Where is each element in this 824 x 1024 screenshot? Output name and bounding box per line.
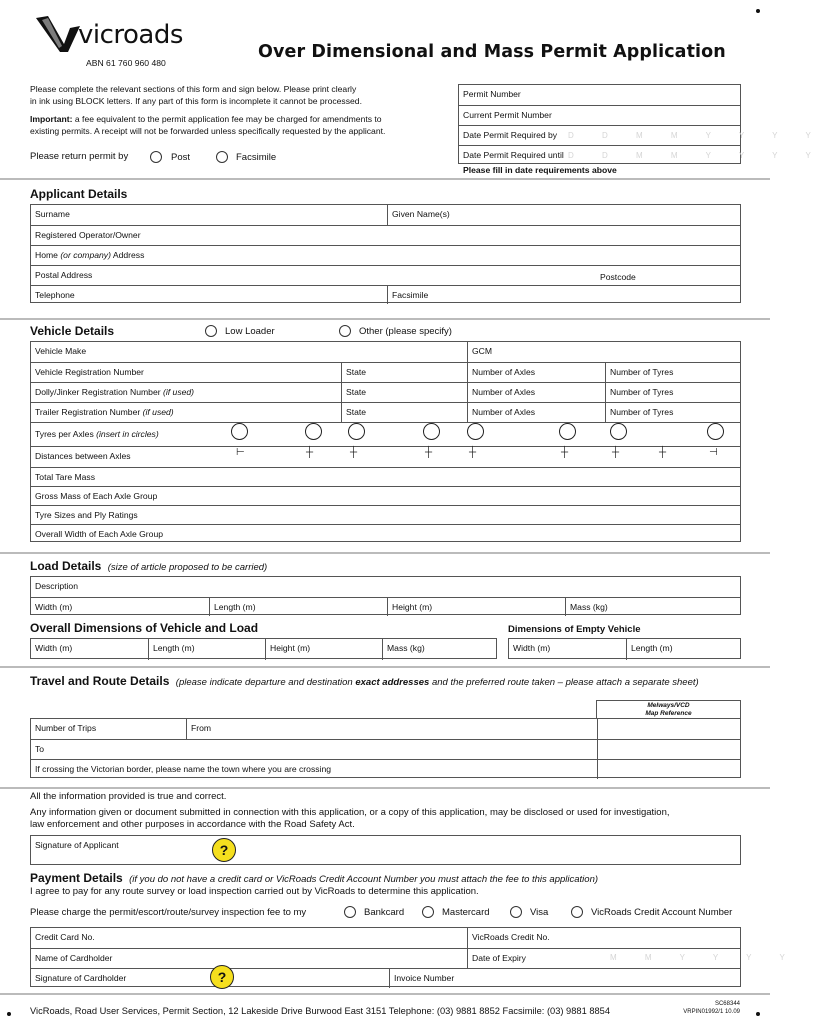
overall-title: Overall Dimensions of Vehicle and Load (30, 621, 259, 635)
to-field[interactable] (31, 740, 597, 759)
payment-agree: I agree to pay for any route survey or load inspection carried out by VicRoads to determine this application. (30, 886, 479, 897)
vehicle-make-field[interactable] (31, 342, 467, 362)
load-title: Load Details (30, 559, 102, 573)
vehicle-state-label: State (346, 367, 367, 377)
declaration-text (30, 791, 745, 832)
load-height-label: Height (m) (392, 602, 433, 612)
overall-width-label: Overall Width of Each Axle Group (35, 529, 164, 539)
bankcard-label: Bankcard (364, 907, 405, 918)
form-title: Over Dimensional and Mass Permit Application (258, 42, 726, 62)
trailer-italic: (if used) (142, 407, 174, 417)
vehicle-grid (30, 341, 741, 542)
return-post-radio[interactable] (150, 151, 162, 163)
date-note: Please fill in date requirements above (463, 165, 617, 175)
from-field[interactable] (186, 719, 597, 739)
overall-width-label: Width (m) (35, 643, 73, 653)
overall-height-label: Height (m) (270, 643, 311, 653)
distance-marker-5: ┼ (469, 447, 477, 458)
travel-note-pre: (please indicate departure and destination (175, 677, 356, 688)
trailer-label: Trailer Registration Number (35, 407, 143, 417)
dolly-label: Dolly/Jinker Registration Number (35, 387, 163, 397)
important-line-2: existing permits. A receipt will not be forwarded unless specifically requested by the applicant. (30, 126, 386, 136)
vicroads-credit-no-label: VicRoads Credit No. (472, 932, 550, 942)
empty-vehicle-title: Dimensions of Empty Vehicle (508, 624, 641, 635)
tyres-per-axles-label: Tyres per Axles (35, 429, 97, 439)
tyre-circle-3[interactable] (348, 423, 365, 440)
border-label: If crossing the Victorian border, please name the town where you are crossing (35, 764, 332, 774)
load-length-field[interactable] (209, 598, 387, 616)
dolly-tyres-field[interactable] (605, 383, 740, 402)
tyre-circle-4[interactable] (423, 423, 440, 440)
cardholder-name-label: Name of Cardholder (35, 953, 113, 963)
registered-operator-label: Registered Operator/Owner (35, 230, 141, 240)
melways-line-2: Map Reference (645, 709, 692, 717)
load-width-field[interactable] (31, 598, 209, 616)
footer-address: VicRoads, Road User Services, Permit Section, 12 Lakeside Drive Burwood East 3151 Telephone: (03) 9881 8852 Facsimile: (03) 9881 8854 (30, 1006, 611, 1016)
trips-label: Number of Trips (35, 723, 97, 733)
facsimile-field[interactable] (387, 286, 740, 304)
given-names-label: Given Name(s) (392, 209, 450, 219)
date-required-until-field[interactable] (564, 146, 824, 165)
home-label: Home (35, 250, 61, 260)
dolly-state-field[interactable] (341, 383, 467, 402)
dolly-italic: (if used) (163, 387, 195, 397)
visa-radio[interactable] (510, 906, 522, 918)
payment-title: Payment Details (30, 871, 123, 885)
dolly-registration-field[interactable] (31, 383, 341, 402)
vicroads-logo (34, 14, 204, 56)
distance-marker-2: ┼ (306, 447, 314, 458)
vehicle-make-label: Vehicle Make (35, 346, 87, 356)
dolly-tyres-label: Number of Tyres (610, 387, 674, 397)
return-post-label: Post (171, 152, 191, 163)
load-length-label: Length (m) (214, 602, 256, 612)
vehicle-registration-label: Vehicle Registration Number (35, 367, 144, 377)
home-suffix: Address (110, 250, 145, 260)
overall-length-label: Length (m) (153, 643, 195, 653)
home-italic: (or company) (60, 250, 111, 260)
melways-from-field[interactable] (597, 719, 740, 739)
travel-note-post: and the preferred route taken – please attach a separate sheet) (429, 677, 699, 688)
postcode-label: Postcode (600, 272, 636, 282)
sign-here-help-icon[interactable]: ? (212, 838, 236, 862)
vehicle-tyres-label: Number of Tyres (610, 367, 674, 377)
vicroads-credit-no-field[interactable] (467, 928, 740, 948)
load-width-label: Width (m) (35, 602, 73, 612)
surname-label: Surname (35, 209, 70, 219)
dolly-state-label: State (346, 387, 367, 397)
tyres-per-axles-row (31, 423, 740, 446)
tyre-circle-8[interactable] (707, 423, 724, 440)
tyre-circle-7[interactable] (610, 423, 627, 440)
overall-grid (30, 638, 497, 659)
trips-field[interactable] (31, 719, 186, 739)
empty-width-label: Width (m) (513, 643, 551, 653)
low-loader-label: Low Loader (225, 326, 275, 337)
permit-number-label: Permit Number (463, 89, 521, 99)
overall-width-row[interactable] (31, 525, 740, 543)
vehicle-state-field[interactable] (341, 363, 467, 382)
travel-grid (30, 718, 741, 778)
punch-mark-right (756, 1012, 760, 1016)
distances-row (31, 447, 740, 467)
overall-mass-label: Mass (kg) (387, 643, 425, 653)
credit-account-radio[interactable] (571, 906, 583, 918)
gcm-field[interactable] (467, 342, 740, 362)
punch-mark-top (756, 9, 760, 13)
overall-height-field[interactable] (265, 639, 382, 660)
intro-text (30, 83, 440, 137)
credit-card-no-label: Credit Card No. (35, 932, 95, 942)
trailer-tyres-field[interactable] (605, 403, 740, 422)
footer-codes (683, 1000, 740, 1016)
tyre-circle-6[interactable] (559, 423, 576, 440)
border-town-field[interactable] (31, 760, 597, 779)
load-height-field[interactable] (387, 598, 565, 616)
intro-line-2: in ink using BLOCK letters. If any part of this form is incomplete it cannot be processed. (30, 96, 362, 106)
gross-mass-label: Gross Mass of Each Axle Group (35, 491, 158, 501)
vicroads-logo-mark-icon (34, 14, 82, 54)
other-radio[interactable] (339, 325, 351, 337)
vehicle-registration-field[interactable] (31, 363, 341, 382)
surname-field[interactable] (31, 205, 387, 225)
distance-marker-4: ┼ (425, 447, 433, 458)
load-note: (size of article proposed to be carried) (107, 562, 268, 573)
intro-line-1: Please complete the relevant sections of this form and sign below. Please print clearly (30, 84, 357, 94)
telephone-field[interactable] (31, 286, 387, 304)
gross-mass-row[interactable] (31, 487, 740, 505)
gcm-label: GCM (472, 346, 493, 356)
footer-code-1: SC68344 (714, 1001, 740, 1007)
expiry-field[interactable] (467, 949, 798, 968)
logo-wordmark: vicroads (78, 20, 183, 50)
charge-label: Please charge the permit/escort/route/survey inspection fee to my (30, 907, 307, 918)
given-names-field[interactable] (387, 205, 740, 225)
return-fax-label: Facsimile (236, 152, 277, 163)
mastercard-radio[interactable] (422, 906, 434, 918)
applicant-signature-label: Signature of Applicant (35, 840, 119, 850)
declaration-line-1: All the information provided is true and correct. (30, 791, 227, 802)
distance-marker-6: ┼ (561, 447, 569, 458)
date-required-by-field[interactable] (564, 126, 824, 145)
important-label: Important: (30, 114, 73, 124)
applicant-signature-field[interactable] (30, 835, 741, 865)
dolly-axles-label: Number of Axles (472, 387, 536, 397)
current-permit-label: Current Permit Number (463, 110, 552, 120)
distance-marker-7: ┼ (612, 447, 620, 458)
postal-address-field[interactable] (31, 266, 596, 285)
distances-label: Distances between Axles (35, 451, 131, 461)
melways-header (596, 700, 741, 718)
important-text: a fee equivalent to the permit application fee may be charged for amendments to (72, 114, 382, 124)
empty-width-field[interactable] (509, 639, 626, 660)
trailer-tyres-label: Number of Tyres (610, 407, 674, 417)
date-required-by-label: Date Permit Required by (463, 130, 558, 140)
trailer-axles-field[interactable] (467, 403, 605, 422)
facsimile-label: Facsimile (392, 290, 429, 300)
load-description-label: Description (35, 581, 78, 591)
cardholder-sign-help-icon[interactable]: ? (210, 965, 234, 989)
empty-length-label: Length (m) (631, 643, 673, 653)
melways-line-1: Melways/VCD (647, 702, 690, 709)
overall-mass-field[interactable] (382, 639, 496, 660)
empty-length-field[interactable] (626, 639, 740, 660)
tyre-sizes-row[interactable] (31, 506, 740, 524)
payment-grid (30, 927, 798, 987)
important-note (30, 113, 440, 125)
load-mass-field[interactable] (565, 598, 740, 616)
other-label: Other (please specify) (359, 326, 452, 337)
cardholder-name-field[interactable] (31, 949, 467, 968)
payment-note: (if you do not have a credit card or VicRoads Credit Account Number you must attach the fee to this application) (129, 874, 599, 885)
tyre-circle-5[interactable] (467, 423, 484, 440)
home-address-field[interactable] (31, 246, 740, 265)
bankcard-radio[interactable] (344, 906, 356, 918)
vehicle-title: Vehicle Details (30, 324, 115, 338)
travel-note-bold: exact addresses (355, 677, 430, 688)
date-ghost-until: D D M M Y Y Y Y (568, 151, 824, 160)
vehicle-axles-field[interactable] (467, 363, 605, 382)
abn-text: ABN 61 760 960 480 (86, 58, 166, 68)
expiry-label: Date of Expiry (472, 953, 526, 963)
load-mass-label: Mass (kg) (570, 602, 608, 612)
dolly-axles-field[interactable] (467, 383, 605, 402)
permit-box (458, 84, 824, 164)
tyre-circle-1[interactable] (231, 423, 248, 440)
load-description-field[interactable] (31, 577, 740, 597)
mastercard-label: Mastercard (442, 907, 490, 918)
distance-marker-9: ⊣ (709, 447, 718, 458)
return-permit-row (30, 151, 128, 162)
credit-card-no-field[interactable] (31, 928, 467, 948)
declaration-line-3: law enforcement and other purposes in accordance with the Road Safety Act. (30, 819, 355, 830)
declaration-line-2: Any information given or document submitted in connection with this application, or a copy of this application, may be disclosed or used for investigation, (30, 806, 670, 818)
tyres-per-axles-italic: (insert in circles) (96, 429, 159, 439)
applicant-grid (30, 204, 741, 303)
expiry-ghost: M M Y Y Y Y (610, 953, 798, 962)
vehicle-tyres-field[interactable] (605, 363, 740, 382)
invoice-number-label: Invoice Number (394, 973, 455, 983)
total-tare-label: Total Tare Mass (35, 472, 96, 482)
invoice-number-field[interactable] (389, 969, 740, 988)
load-grid (30, 576, 741, 615)
distance-marker-1: ⊢ (236, 447, 245, 458)
telephone-label: Telephone (35, 290, 75, 300)
low-loader-radio[interactable] (205, 325, 217, 337)
postcode-field[interactable] (596, 266, 740, 285)
date-ghost-by: D D M M Y Y Y Y (568, 131, 824, 140)
tyre-sizes-label: Tyre Sizes and Ply Ratings (35, 510, 138, 520)
punch-mark-left (7, 1012, 11, 1016)
overall-width-field[interactable] (31, 639, 148, 660)
travel-title: Travel and Route Details (30, 674, 170, 688)
load-heading (30, 559, 267, 573)
melways-to-field[interactable] (597, 740, 740, 759)
current-permit-field[interactable] (564, 106, 740, 125)
to-label: To (35, 744, 45, 754)
vehicle-axles-label: Number of Axles (472, 367, 536, 377)
tyre-circle-2[interactable] (305, 423, 322, 440)
travel-heading (30, 674, 699, 688)
trailer-state-field[interactable] (341, 403, 467, 422)
payment-heading (30, 871, 598, 885)
cardholder-signature-label: Signature of Cardholder (35, 973, 127, 983)
empty-vehicle-grid (508, 638, 741, 659)
date-required-until-label: Date Permit Required until (463, 150, 564, 160)
postal-address-label: Postal Address (35, 270, 93, 280)
visa-label: Visa (530, 907, 549, 918)
return-fax-radio[interactable] (216, 151, 228, 163)
distance-marker-3: ┼ (350, 447, 358, 458)
credit-account-label: VicRoads Credit Account Number (591, 907, 733, 918)
total-tare-row[interactable] (31, 468, 740, 486)
footer-code-2: VRPIN01992/1 10.09 (683, 1009, 740, 1015)
distance-marker-8: ┼ (659, 447, 667, 458)
applicant-title: Applicant Details (30, 187, 128, 201)
overall-length-field[interactable] (148, 639, 265, 660)
registered-operator-field[interactable] (31, 226, 740, 245)
trailer-axles-label: Number of Axles (472, 407, 536, 417)
from-label: From (191, 723, 212, 733)
permit-number-field[interactable] (564, 85, 740, 105)
trailer-registration-field[interactable] (31, 403, 341, 422)
trailer-state-label: State (346, 407, 367, 417)
melways-border-field[interactable] (597, 760, 740, 779)
return-label: Please return permit by (30, 151, 129, 162)
